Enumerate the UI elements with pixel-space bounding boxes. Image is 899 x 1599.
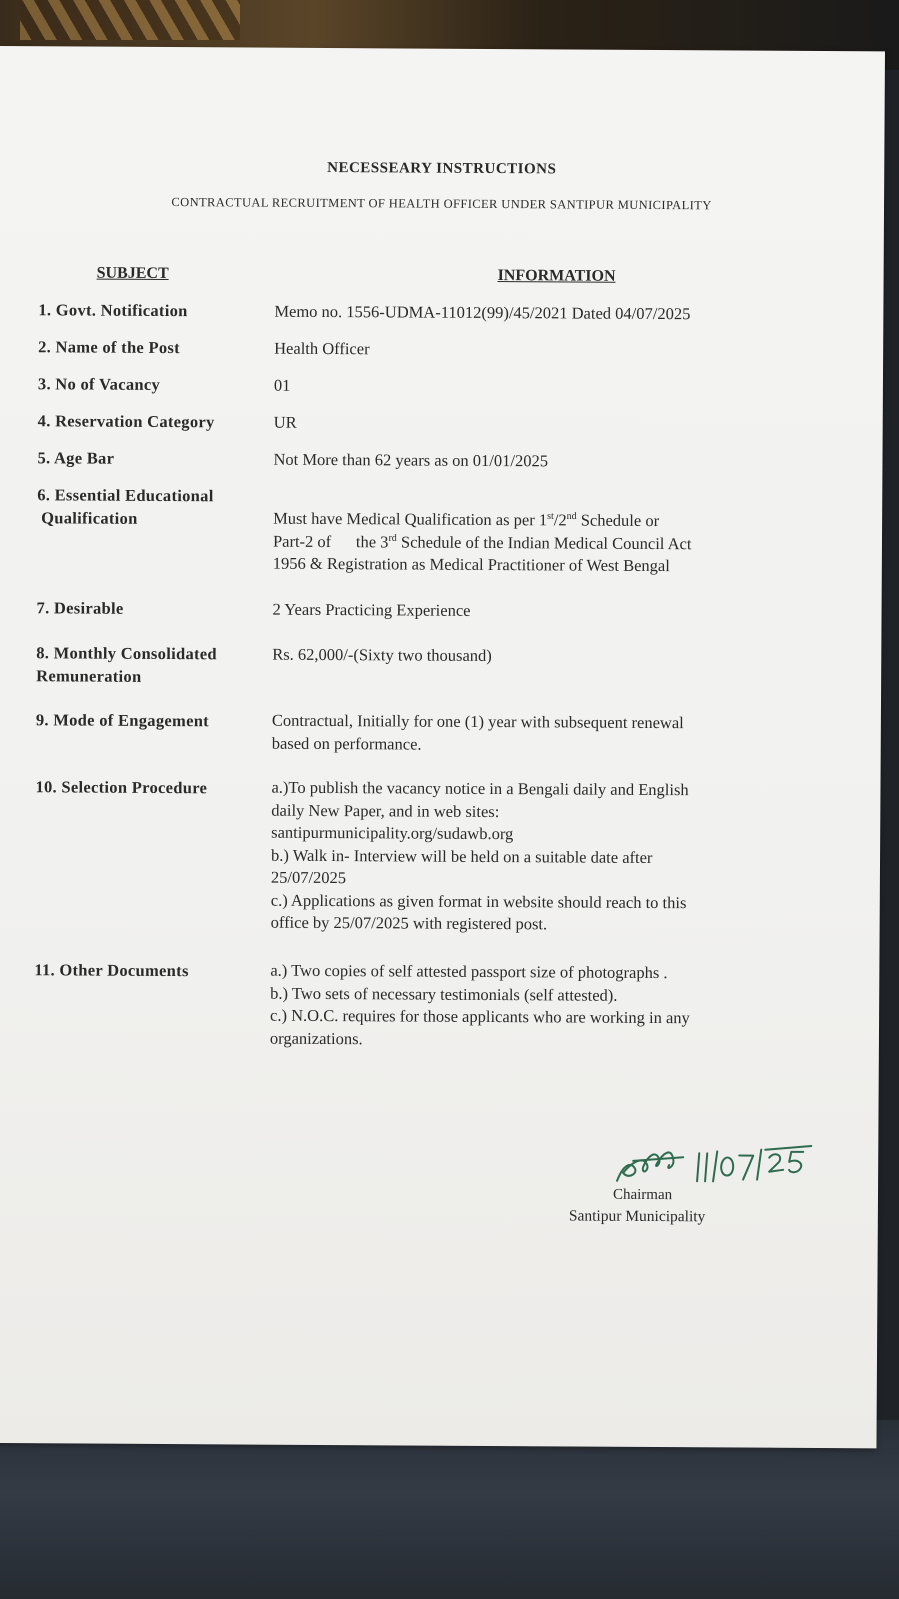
- row-label-remuneration: [36, 641, 266, 688]
- row-label-documents: 11. Other Documents: [34, 960, 189, 981]
- row-label-vacancy: 3. No of Vacancy: [37, 374, 161, 394]
- row-value-selection: [271, 777, 792, 938]
- row-label-govt-notification: 1. Govt. Notification: [38, 300, 188, 321]
- row-value-vacancy: 01: [273, 375, 291, 395]
- qualification-line-1: Must have Medical Qualification as per 1st/2nd Schedule or: [273, 508, 660, 531]
- row-value-govt-notification: Memo no. 1556-UDMA-11012(99)/45/2021 Dated 04/07/2025: [274, 301, 691, 324]
- row-label-qualification-line1: 6. Essential Educational: [37, 485, 214, 506]
- signatory-role: Chairman: [612, 1186, 673, 1204]
- column-header-subject: SUBJECT: [96, 264, 169, 283]
- documents-line: c.) N.O.C. requires for those applicants who are working in any: [270, 1005, 690, 1028]
- row-label-remuneration-line2: Remuneration: [36, 666, 142, 686]
- row-label-post-name: 2. Name of the Post: [38, 337, 181, 358]
- engagement-line-2: based on performance.: [271, 733, 422, 754]
- row-value-qualification: [273, 508, 793, 579]
- column-header-information: INFORMATION: [497, 267, 616, 285]
- row-value-desirable: 2 Years Practicing Experience: [272, 599, 471, 620]
- signature-block: [553, 1134, 834, 1246]
- document-subheading: CONTRACTUAL RECRUITMENT OF HEALTH OFFICER UNDER SANTIPUR MUNICIPALITY: [171, 195, 712, 213]
- row-value-remuneration: Rs. 62,000/-(Sixty two thousand): [272, 644, 492, 666]
- row-label-selection: 10. Selection Procedure: [35, 777, 208, 798]
- selection-line: b.) Walk in- Interview will be held on a suitable date after: [271, 845, 653, 867]
- row-value-post-name: Health Officer: [274, 338, 370, 359]
- documents-line: b.) Two sets of necessary testimonials (self attested).: [270, 983, 618, 1005]
- qualification-line-2: Part-2 of the 3rd Schedule of the Indian Medical Council Act: [272, 531, 692, 553]
- row-label-reservation: 4. Reservation Category: [37, 411, 215, 432]
- qualification-line-3: 1956 & Registration as Medical Practitioner of West Bengal: [272, 553, 670, 576]
- selection-line: santipurmunicipality.org/sudawb.org: [271, 822, 514, 844]
- document-sheet: [0, 46, 885, 1448]
- signatory-organization: Santipur Municipality: [568, 1207, 706, 1226]
- selection-line: 25/07/2025: [270, 867, 347, 888]
- documents-line: organizations.: [269, 1028, 363, 1048]
- row-label-engagement: 9. Mode of Engagement: [35, 710, 210, 731]
- selection-line: office by 25/07/2025 with registered post.: [270, 912, 548, 934]
- document-heading: NECESSEARY INSTRUCTIONS: [327, 160, 557, 178]
- row-value-age-bar: Not More than 62 years as on 01/01/2025: [273, 449, 549, 471]
- selection-line: daily New Paper, and in web sites:: [271, 800, 500, 821]
- row-label-qualification: [37, 483, 267, 530]
- row-value-engagement: [272, 710, 792, 758]
- row-label-desirable: 7. Desirable: [36, 598, 124, 618]
- row-label-qualification-line2: Qualification: [41, 508, 138, 528]
- row-value-documents: [270, 960, 791, 1053]
- selection-line: a.)To publish the vacancy notice in a Bengali daily and English: [271, 777, 689, 800]
- row-value-reservation: UR: [273, 412, 297, 432]
- row-label-age-bar: 5. Age Bar: [37, 448, 115, 468]
- documents-line: a.) Two copies of self attested passport size of photographs .: [270, 960, 668, 983]
- row-label-remuneration-line1: 8. Monthly Consolidated: [36, 643, 217, 664]
- selection-line: c.) Applications as given format in website should reach to this: [270, 890, 687, 912]
- engagement-line-1: Contractual, Initially for one (1) year with subsequent renewal: [271, 710, 684, 733]
- backdrop-ornament: [20, 0, 240, 40]
